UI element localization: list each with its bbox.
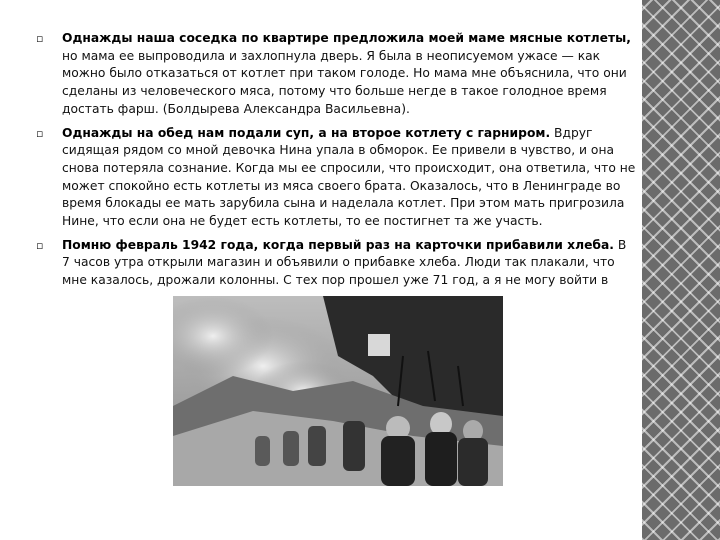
item-bold-lead: Однажды на обед нам подали суп, а на второе котлету с гарниром.: [62, 125, 551, 140]
decorative-pattern-band: [642, 0, 720, 540]
ruins-photo: [173, 296, 503, 486]
list-item: [36, 237, 636, 290]
list-item: [36, 125, 636, 231]
bullet-icon: ▫: [36, 126, 44, 140]
bullet-list: [36, 30, 636, 296]
item-text: В 7 часов утра открыли магазин и объявили о прибавке хлеба. Люди так плакали, что мне казалось, дрожали колонны. С тех пор прошел уже 71 год, а я не могу войти в: [62, 237, 627, 288]
list-item: [36, 30, 636, 119]
bullet-icon: ▫: [36, 32, 44, 45]
item-bold-lead: Помню февраль 1942 года, когда первый раз на карточки прибавили хлеба.: [62, 237, 614, 252]
item-text: но мама ее выпроводила и захлопнула дверь. Я была в неописуемом ужасе — как можно было отказаться от котлет при таком голоде. Но мама мне объяснила, что они сделаны из человеческого мяса, потому что больше негде в такое голодное время достать фарш. (Болдырева Александра Васильевна).: [62, 48, 627, 116]
item-text: Вдруг сидящая рядом со мной девочка Нина упала в обморок. Ее привели в чувство, и она снова потеряла сознание. Когда мы ее спросили, что происходит, она ответила, что не может спокойно есть котлеты из мяса своего брата. Оказалось, что в Ленинграде во время блокады ее мать зарубила сына и наделала котлет. При этом мать пригрозила Нине, что если она не будет есть котлеты, то ее постигнет та же участь.: [62, 125, 636, 229]
ruins-photo-graphic: [173, 296, 503, 486]
item-bold-lead: Однажды наша соседка по квартире предложила моей маме мясные котлеты,: [62, 31, 631, 45]
bullet-icon: ▫: [36, 238, 44, 252]
